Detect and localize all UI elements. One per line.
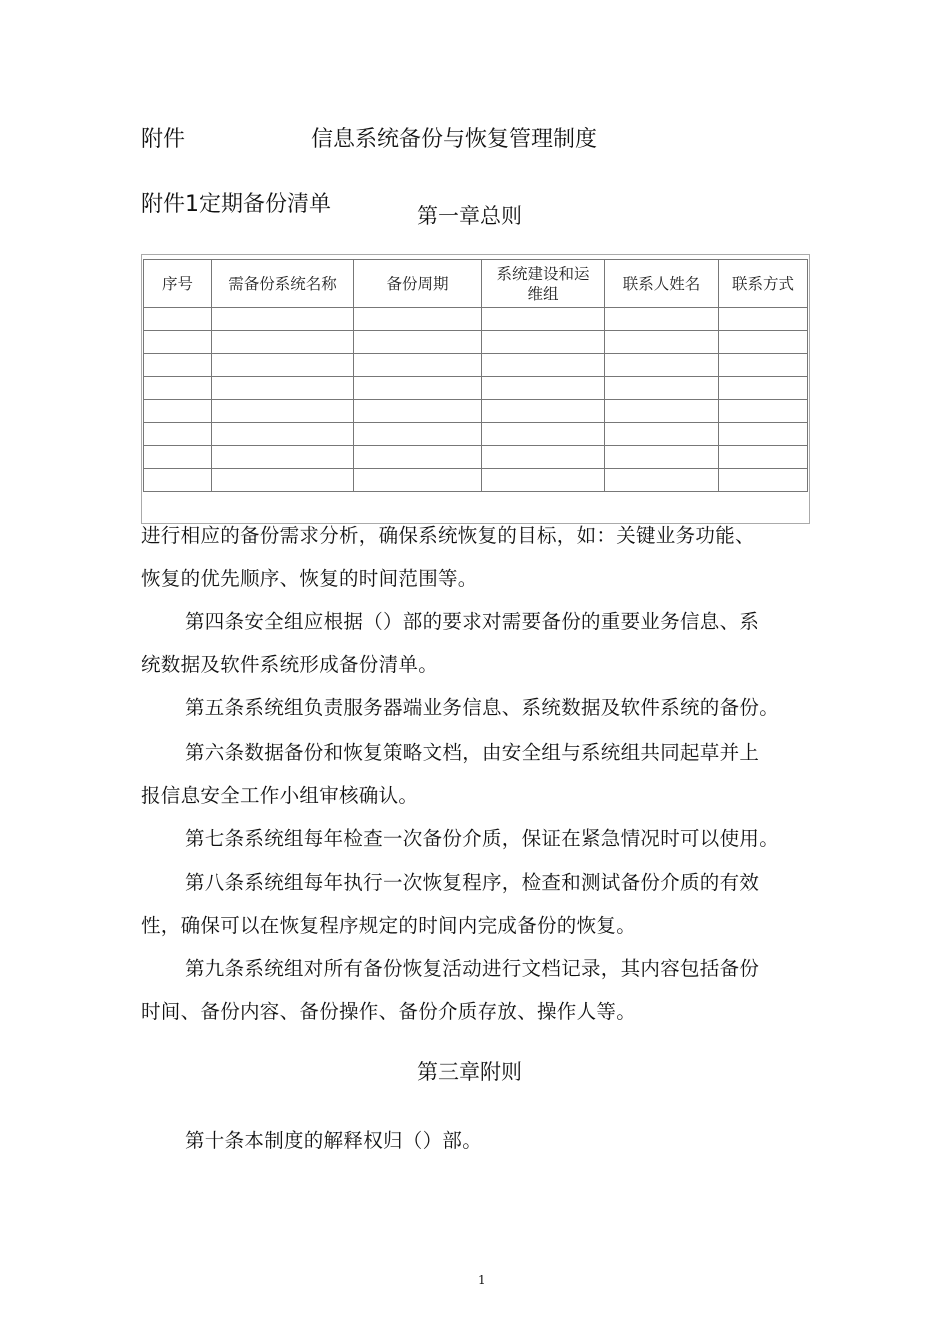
table-cell (144, 308, 212, 331)
table-cell (354, 469, 482, 492)
paragraph-line: 进行相应的备份需求分析，确保系统恢复的目标，如：关键业务功能、 (141, 524, 755, 547)
table-cell (144, 377, 212, 400)
table-cell (719, 469, 808, 492)
table-cell (719, 331, 808, 354)
paragraph-line: 第七条系统组每年检查一次备份介质，保证在紧急情况时可以使用。 (185, 827, 780, 850)
paragraph-line: 第四条安全组应根据（）部的要求对需要备份的重要业务信息、系 (185, 610, 760, 633)
table-cell (144, 469, 212, 492)
table-cell (482, 354, 605, 377)
table-cell (354, 446, 482, 469)
table-cell (212, 354, 354, 377)
table-cell (144, 423, 212, 446)
attachment-label: 附件 (141, 127, 186, 152)
paragraph-line: 第九条系统组对所有备份恢复活动进行文档记录，其内容包括备份 (185, 957, 760, 980)
table-cell (212, 308, 354, 331)
table-row (144, 377, 808, 400)
table-cell (144, 354, 212, 377)
table-cell (212, 400, 354, 423)
table-cell (482, 331, 605, 354)
col-header: 联系人姓名 (605, 260, 719, 308)
table-cell (605, 469, 719, 492)
table-row (144, 423, 808, 446)
table-cell (605, 446, 719, 469)
table-row (144, 446, 808, 469)
table-cell (605, 377, 719, 400)
table-cell (354, 331, 482, 354)
paragraph-line: 第五条系统组负责服务器端业务信息、系统数据及软件系统的备份。 (185, 696, 780, 719)
paragraph-line: 第十条本制度的解释权归（）部。 (185, 1129, 483, 1152)
table-cell (482, 400, 605, 423)
col-header: 联系方式 (719, 260, 808, 308)
table-cell (719, 400, 808, 423)
paragraph-line: 时间、备份内容、备份操作、备份介质存放、操作人等。 (141, 1000, 637, 1023)
table-cell (144, 446, 212, 469)
table-cell (354, 400, 482, 423)
table-header-row (144, 260, 808, 308)
table-cell (144, 331, 212, 354)
table-row (144, 354, 808, 377)
table-cell (605, 331, 719, 354)
table-cell (719, 354, 808, 377)
backup-list-table (143, 259, 808, 492)
chapter1-heading: 第一章总则 (417, 204, 522, 228)
table-row (144, 400, 808, 423)
document-title: 信息系统备份与恢复管理制度 (311, 127, 598, 152)
table-cell (605, 308, 719, 331)
table-row (144, 331, 808, 354)
table-cell (482, 377, 605, 400)
table-cell (212, 331, 354, 354)
table-cell (719, 423, 808, 446)
table-cell (354, 377, 482, 400)
paragraph-line: 第六条数据备份和恢复策略文档，由安全组与系统组共同起草并上 (185, 741, 760, 764)
table-cell (482, 446, 605, 469)
table-cell (482, 469, 605, 492)
page-number: 1 (478, 1273, 486, 1287)
table-cell (212, 377, 354, 400)
col-header: 备份周期 (354, 260, 482, 308)
table-cell (719, 377, 808, 400)
table-cell (354, 423, 482, 446)
table-cell (144, 400, 212, 423)
col-header: 序号 (144, 260, 212, 308)
table-cell (482, 308, 605, 331)
chapter3-heading: 第三章附则 (417, 1060, 522, 1084)
table-cell (719, 446, 808, 469)
table-cell (212, 423, 354, 446)
table-cell (354, 354, 482, 377)
col-header: 系统建设和运维组 (482, 260, 605, 308)
table-cell (354, 308, 482, 331)
paragraph-line: 报信息安全工作小组审核确认。 (141, 784, 419, 807)
table-cell (605, 354, 719, 377)
table-cell (212, 446, 354, 469)
paragraph-line: 第八条系统组每年执行一次恢复程序，检查和测试备份介质的有效 (185, 871, 760, 894)
col-header: 需备份系统名称 (212, 260, 354, 308)
attachment1-label: 附件1定期备份清单 (141, 192, 331, 217)
table-cell (719, 308, 808, 331)
table-cell (605, 400, 719, 423)
table-cell (605, 423, 719, 446)
paragraph-line: 性，确保可以在恢复程序规定的时间内完成备份的恢复。 (141, 914, 637, 937)
table-cell (212, 469, 354, 492)
table-row (144, 308, 808, 331)
table-row (144, 469, 808, 492)
table-cell (482, 423, 605, 446)
paragraph-line: 恢复的优先顺序、恢复的时间范围等。 (141, 567, 478, 590)
paragraph-line: 统数据及软件系统形成备份清单。 (141, 653, 439, 676)
